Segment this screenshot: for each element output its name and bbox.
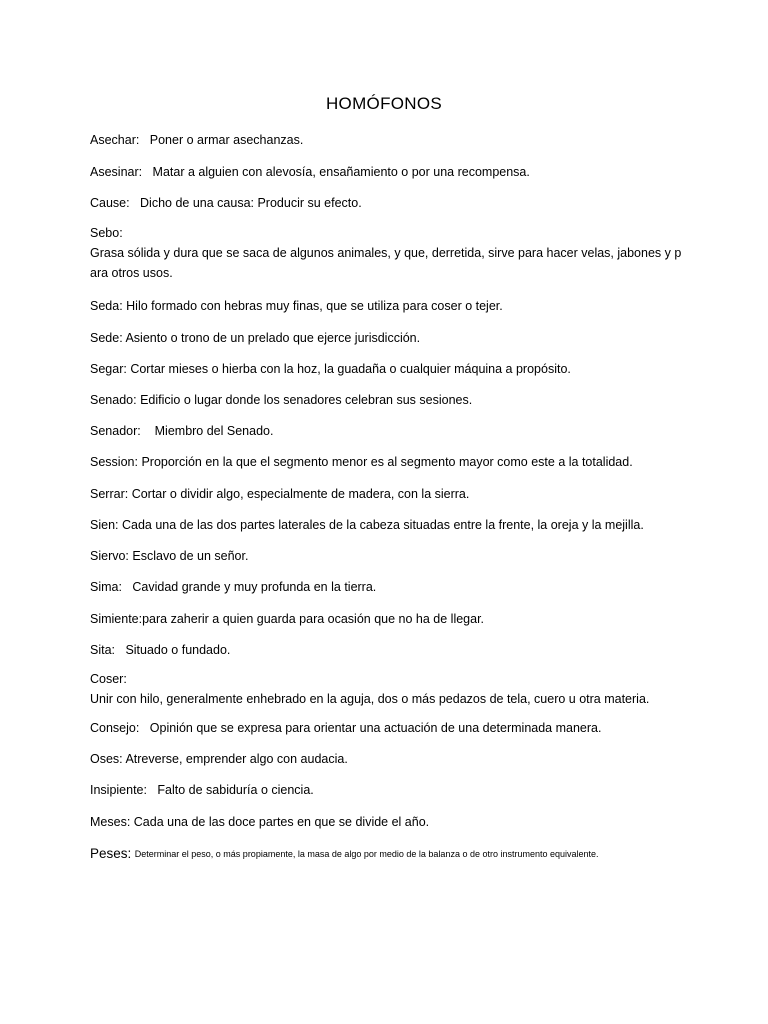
entry-term: Cause: xyxy=(90,196,130,210)
entry-sien xyxy=(90,515,680,535)
entry-term: Sien: xyxy=(90,518,119,532)
entry-sita xyxy=(90,640,680,660)
entry-term: Consejo: xyxy=(90,721,140,735)
entry-term: Asesinar: xyxy=(90,165,143,179)
entry-definition: Hilo formado con hebras muy finas, que se utiliza para coser o tejer. xyxy=(126,299,503,313)
entry-term: Seda: xyxy=(90,299,123,313)
entry-term: Coser: xyxy=(90,672,127,686)
entry-term: Oses: xyxy=(90,752,123,766)
entry-definition: Proporción en la que el segmento menor es al segmento mayor como este a la totalidad. xyxy=(141,455,633,469)
entry-insipiente xyxy=(90,780,680,800)
entry-definition: Atreverse, emprender algo con audacia. xyxy=(125,752,348,766)
entry-definition: Dicho de una causa: Producir su efecto. xyxy=(140,196,362,210)
entry-segar xyxy=(90,359,680,379)
entry-term: Session: xyxy=(90,455,138,469)
entry-definition: Poner o armar asechanzas. xyxy=(149,133,304,147)
entry-term: Sima: xyxy=(90,580,122,594)
entry-term: Segar: xyxy=(90,362,127,376)
entry-definition: Edificio o lugar donde los senadores celebran sus sesiones. xyxy=(140,393,473,407)
entry-cause xyxy=(90,193,680,213)
entry-definition: Falto de sabiduría o ciencia. xyxy=(157,783,314,797)
entry-term: Meses: xyxy=(90,815,131,829)
entry-definition: Cortar o dividir algo, especialmente de madera, con la sierra. xyxy=(131,487,470,501)
entry-sima xyxy=(90,577,680,597)
entry-asesinar xyxy=(90,162,680,182)
entry-coser xyxy=(90,669,680,709)
entry-term: Serrar: xyxy=(90,487,129,501)
entry-peses xyxy=(90,844,680,864)
entry-definition: Esclavo de un señor. xyxy=(132,549,249,563)
entry-definition-continued: ara otros usos. xyxy=(90,266,173,280)
entry-term: Insipiente: xyxy=(90,783,147,797)
entry-oses xyxy=(90,749,680,769)
entry-definition: Miembro del Senado. xyxy=(154,424,274,438)
entry-siervo xyxy=(90,546,680,566)
entry-definition: Cada una de las dos partes laterales de la cabeza situadas entre la frente, la oreja y la mejilla. xyxy=(121,518,644,532)
page-title: HOMÓFONOS xyxy=(325,94,443,113)
entry-term: Simiente: xyxy=(90,612,143,626)
entry-definition: para zaherir a quien guarda para ocasión que no ha de llegar. xyxy=(142,612,485,626)
entry-sede xyxy=(90,328,680,348)
entry-sebo xyxy=(90,223,680,283)
entry-definition: Determinar el peso, o más propiamente, la masa de algo por medio de la balanza o de otro instrumento equivalente. xyxy=(134,849,599,859)
entry-session xyxy=(90,452,680,472)
entry-definition: Cavidad grande y muy profunda en la tierra. xyxy=(132,580,377,594)
entry-definition: Cortar mieses o hierba con la hoz, la guadaña o cualquier máquina a propósito. xyxy=(130,362,571,376)
entry-simiente xyxy=(90,609,680,629)
entry-definition: Cada una de las doce partes en que se divide el año. xyxy=(133,815,430,829)
entry-serrar xyxy=(90,484,680,504)
entry-definition: Grasa sólida y dura que se saca de algunos animales, y que, derretida, sirve para hacer velas, jabones y p xyxy=(90,246,682,260)
entry-term: Sita: xyxy=(90,643,116,657)
entry-term: Asechar: xyxy=(90,133,140,147)
entry-term: Siervo: xyxy=(90,549,129,563)
entry-seda xyxy=(90,296,680,316)
entry-definition: Asiento o trono de un prelado que ejerce jurisdicción. xyxy=(125,331,421,345)
entry-term: Senador: xyxy=(90,424,141,438)
entry-senador xyxy=(90,421,680,441)
entry-term: Peses: xyxy=(90,846,132,861)
entry-asechar xyxy=(90,130,680,150)
entry-definition: Matar a alguien con alevosía, ensañamiento o por una recompensa. xyxy=(152,165,530,179)
entry-term: Sede: xyxy=(90,331,123,345)
entry-term: Senado: xyxy=(90,393,137,407)
entry-senado xyxy=(90,390,680,410)
entry-definition: Unir con hilo, generalmente enhebrado en la aguja, dos o más pedazos de tela, cuero u otra materia. xyxy=(90,692,650,706)
entry-definition: Situado o fundado. xyxy=(125,643,231,657)
entry-term: Sebo: xyxy=(90,226,123,240)
entry-definition: Opinión que se expresa para orientar una actuación de una determinada manera. xyxy=(149,721,602,735)
entry-meses xyxy=(90,812,680,832)
entry-consejo xyxy=(90,718,680,738)
